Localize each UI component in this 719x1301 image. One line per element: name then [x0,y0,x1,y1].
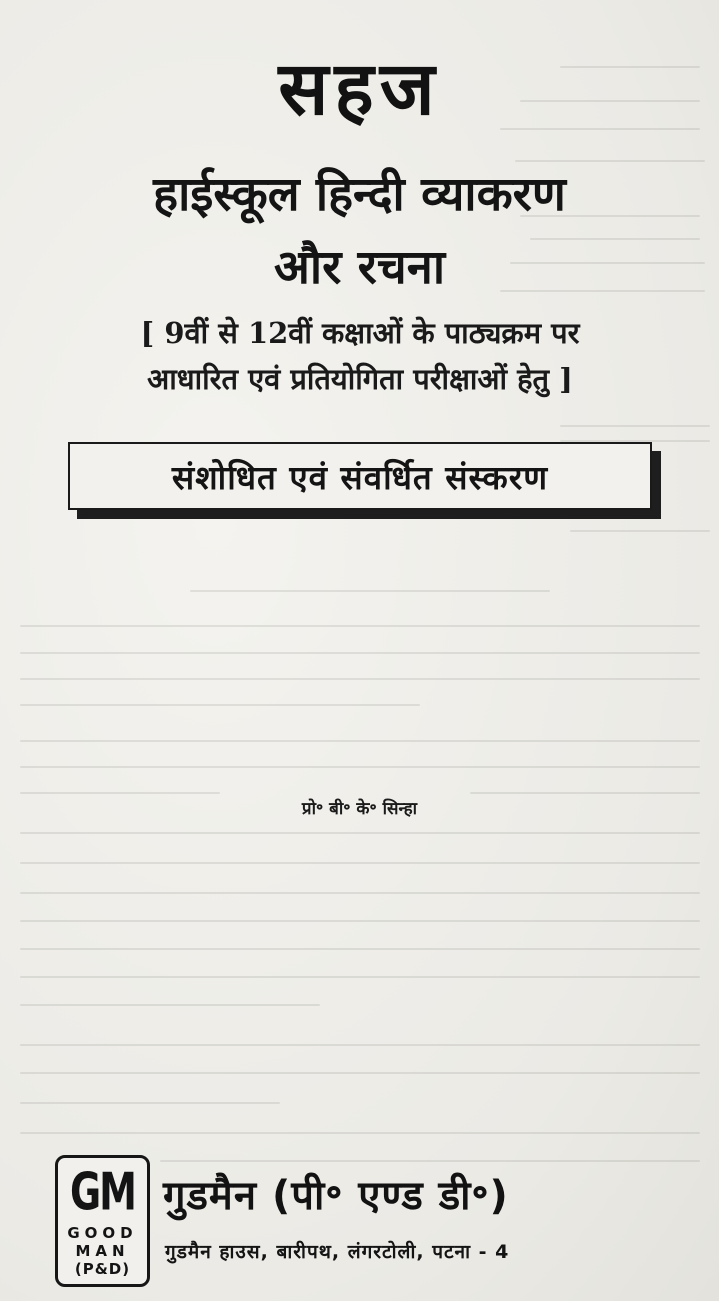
author-name: प्रो॰ बी॰ के॰ सिन्हा [301,799,418,819]
logo-word-man: MAN [75,1242,130,1260]
logo-initials: GM [69,1162,135,1222]
book-title-main: सहज [278,46,441,132]
book-title-line-1: हाईस्कूल हिन्दी व्याकरण [153,167,566,222]
publisher-logo [55,1155,150,1287]
logo-word-good: GOOD [67,1224,138,1242]
book-title-line-2: और रचना [274,240,445,295]
logo-suffix: (P&D) [74,1260,131,1278]
description-line-1: [ 9वीं से 12वीं कक्षाओं के पाठ्यक्रम पर [140,316,580,350]
edition-label: संशोधित एवं संवर्धित संस्करण [171,457,549,497]
publisher-address: गुडमैन हाउस, बारीपथ, लंगरटोली, पटना - 4 [165,1241,510,1263]
book-description [20,310,700,402]
description-line-2: आधारित एवं प्रतियोगिता परीक्षाओं हेतु ] [147,362,573,396]
publisher-name: गुडमैन (पी॰ एण्ड डी॰) [163,1173,509,1219]
edition-badge [68,442,652,510]
